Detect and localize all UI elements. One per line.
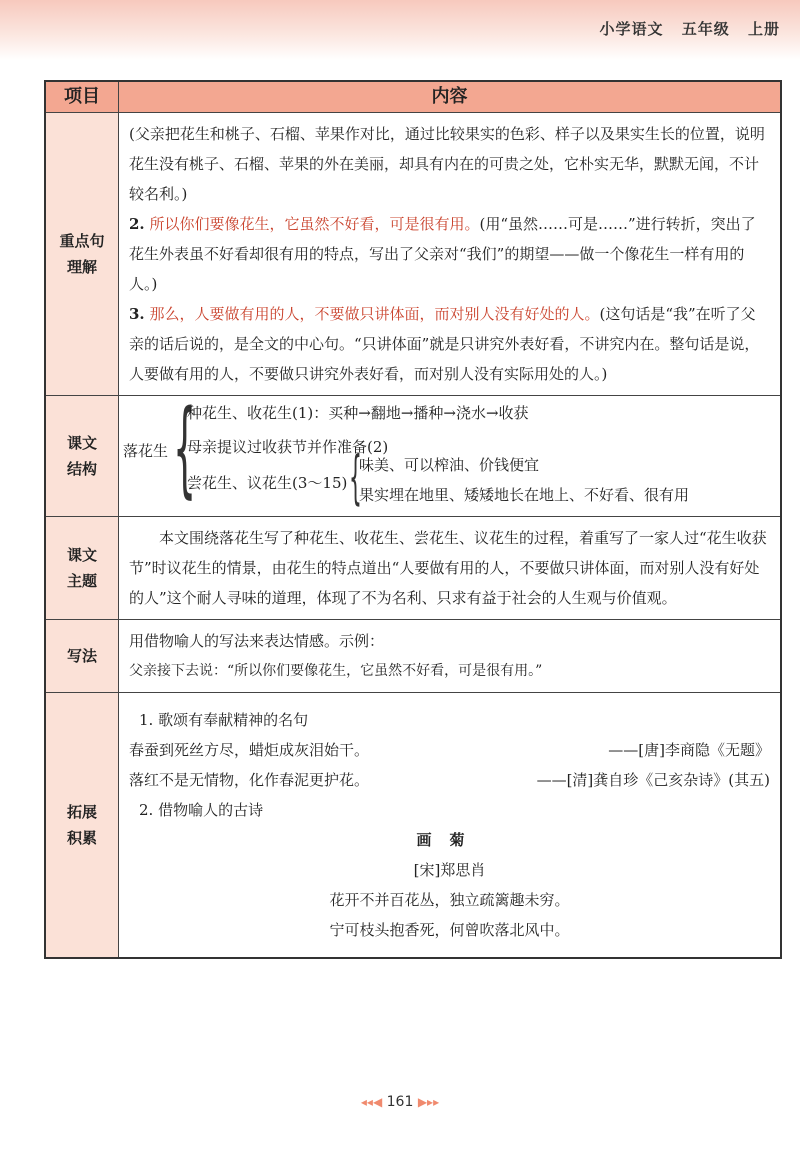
quote-red: 那么，人要做有用的人，不要做只讲体面，而对别人没有好处的人。 xyxy=(149,305,600,323)
brace-icon: { xyxy=(349,443,362,511)
structure-branch-3: 尝花生、议花生(3～15) xyxy=(187,474,348,492)
key-sentence-intro: (父亲把花生和桃子、石榴、苹果作对比，通过比较果实的色彩、样子以及果实生长的位置，说明花生没有桃子、石榴、苹果的外在美丽，却具有内在的可贵之处，它朴实无华，默默无闻，不计较名利。) xyxy=(129,125,765,203)
quote-line-1 xyxy=(129,735,770,765)
row-content-theme xyxy=(119,517,780,619)
quote-line-2 xyxy=(129,765,770,795)
extension-heading-2: 2. 借物喻人的古诗 xyxy=(139,801,264,819)
key-sentence-2 xyxy=(129,209,770,299)
row-content-writing xyxy=(119,620,780,692)
label-line: 课文 xyxy=(66,434,97,452)
explanation: (用“虽然……可是……”进行转折，突出了花生外表虽不好看却很有用的特点，写出了父亲对“我们”的期望——做一个像花生一样有用的人。) xyxy=(129,215,756,293)
explanation: (这句话是“我”在听了父亲的话后说的，是全文的中心句。“只讲体面”就是只讲究外表好看，不讲究内在。整句话是说，人要做有用的人，不要做只讲究外表好看，而对别人没有实际用处的人。) xyxy=(129,305,760,383)
structure-branch-2: 母亲提议过收获节并作准备(2) xyxy=(187,438,389,456)
row-label-structure xyxy=(46,396,119,516)
header-volume: 上册 xyxy=(747,20,780,38)
header-subject: 小学语文 xyxy=(599,20,664,38)
item-number: 3. xyxy=(129,305,145,323)
row-theme xyxy=(46,516,780,619)
page-footer xyxy=(0,1094,800,1110)
prev-arrows-icon: ◂◂◀ xyxy=(360,1095,383,1109)
writing-line-2: 父亲接下去说：“所以你们要像花生，它虽然不好看，可是很有用。” xyxy=(129,663,543,679)
poem-author: [宋]郑思肖 xyxy=(413,861,486,879)
quote-source: ——[唐]李商隐《无题》 xyxy=(608,741,770,759)
row-label-theme xyxy=(46,517,119,619)
brace-icon: { xyxy=(173,387,197,509)
label-line: 理解 xyxy=(66,258,97,276)
writing-line-1: 用借物喻人的写法来表达情感。示例： xyxy=(129,632,385,650)
structure-sub-2: 果实埋在地里、矮矮地长在地上、不好看、很有用 xyxy=(359,486,690,504)
label-line: 主题 xyxy=(66,572,97,590)
poem-line-2: 宁可枝头抱香死，何曾吹落北风中。 xyxy=(329,921,570,939)
label-line: 拓展 xyxy=(66,803,97,821)
quote-text: 落红不是无情物，化作春泥更护花。 xyxy=(129,771,370,789)
row-content-key-sentences xyxy=(119,113,780,395)
study-table xyxy=(44,80,782,959)
column-header-item: 项目 xyxy=(46,82,119,112)
row-extension xyxy=(46,692,780,957)
row-key-sentences xyxy=(46,112,780,395)
structure-branch-1: 种花生、收花生(1)：买种→翻地→播种→浇水→收获 xyxy=(187,404,529,422)
header-grade: 五年级 xyxy=(681,20,730,38)
key-sentence-3 xyxy=(129,299,770,389)
row-label-key-sentences xyxy=(46,113,119,395)
label-line: 结构 xyxy=(66,460,97,478)
structure-root: 落花生 xyxy=(123,442,169,460)
label-line: 积累 xyxy=(66,829,97,847)
column-header-content: 内容 xyxy=(119,82,780,112)
row-structure xyxy=(46,387,780,516)
page-header xyxy=(599,18,780,39)
extension-heading-1: 1. 歌颂有奉献精神的名句 xyxy=(139,711,309,729)
item-number: 2. xyxy=(129,215,145,233)
structure-diagram xyxy=(119,387,780,516)
poem-line-1: 花开不并百花丛，独立疏篱趣未穷。 xyxy=(329,891,570,909)
row-label-writing: 写法 xyxy=(46,620,119,692)
quote-text: 春蚕到死丝方尽，蜡炬成灰泪始干。 xyxy=(129,741,370,759)
page-number: 161 xyxy=(386,1094,414,1110)
row-writing xyxy=(46,619,780,692)
row-label-extension xyxy=(46,693,119,957)
structure-sub-1: 味美、可以榨油、价钱便宜 xyxy=(359,456,540,474)
row-content-extension xyxy=(119,693,780,957)
quote-source: ——[清]龚自珍《己亥杂诗》(其五) xyxy=(536,771,770,789)
poem-title: 画菊 xyxy=(416,831,483,849)
table-header-row xyxy=(46,82,780,112)
label-line: 课文 xyxy=(66,546,97,564)
quote-red: 所以你们要像花生，它虽然不好看，可是很有用。 xyxy=(149,215,480,233)
next-arrows-icon: ▶▸▸ xyxy=(417,1095,440,1109)
label-line: 重点句 xyxy=(59,232,105,250)
theme-text: 本文围绕落花生写了种花生、收花生、尝花生、议花生的过程，着重写了一家人过“花生收获节”时议花生的情景，由花生的特点道出“人要做有用的人，不要做只讲体面，而对别人没有好处的人”这个耐人寻味的道理，体现了不为名利、只求有益于社会的人生观与价值观。 xyxy=(129,529,767,607)
